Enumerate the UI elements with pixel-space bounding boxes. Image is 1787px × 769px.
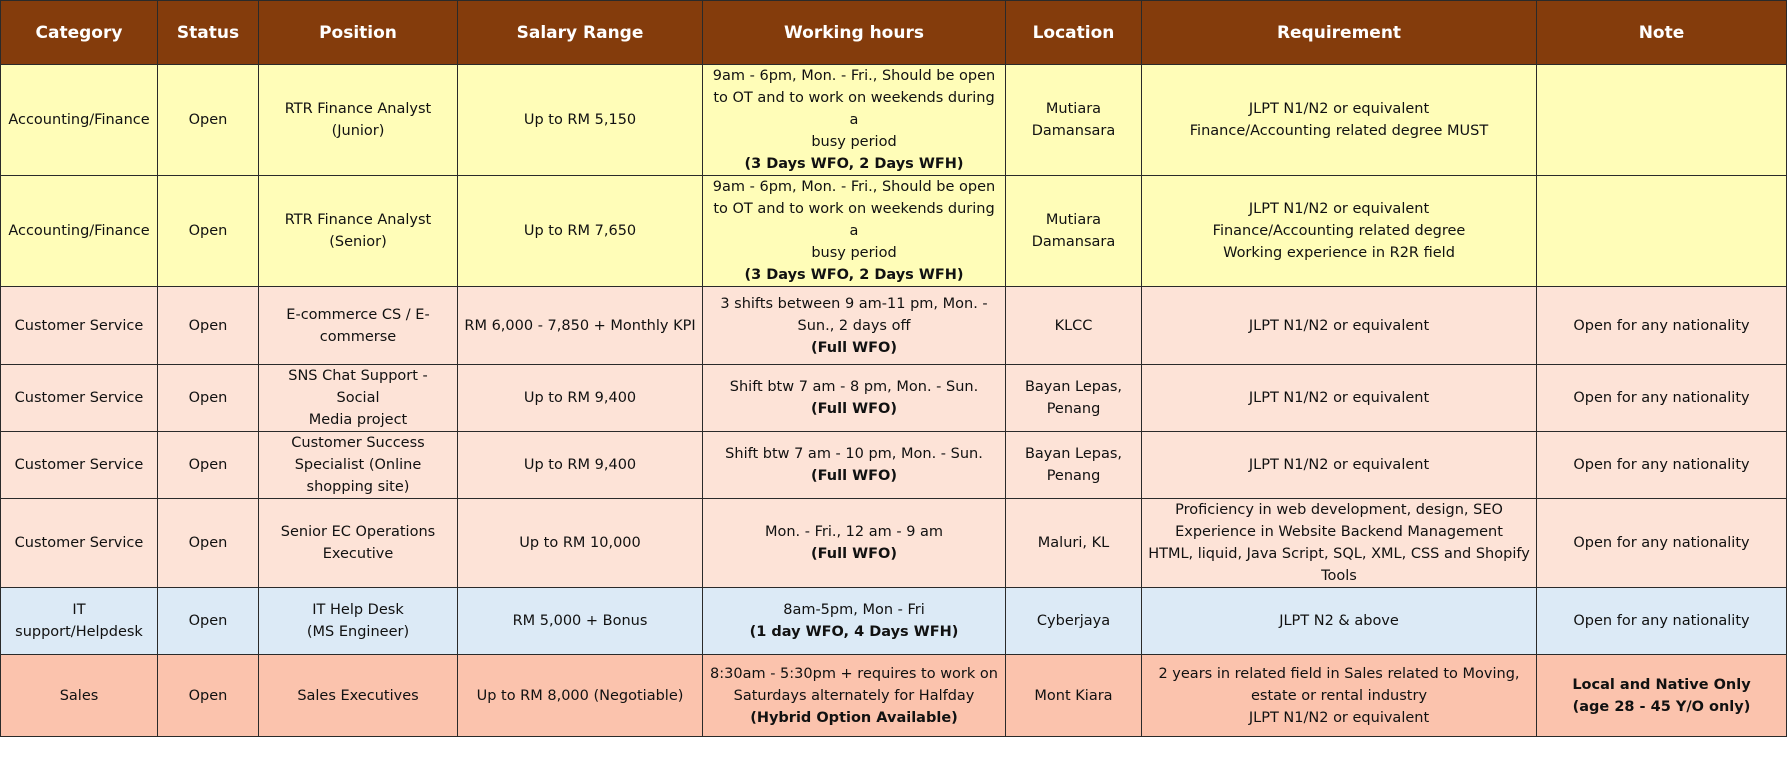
position-cell-line: Executive xyxy=(322,546,394,562)
location-cell-line: KLCC xyxy=(1054,317,1093,334)
table-row xyxy=(1,499,1787,588)
note-cell-line: Open for any nationality xyxy=(1573,457,1750,473)
working-hours-cell-work-mode: (3 Days WFO, 2 Days WFH) xyxy=(744,267,964,283)
note-cell xyxy=(1537,287,1787,365)
working-hours-cell-line: to OT and to work on weekends during a xyxy=(713,90,995,128)
requirement-cell-line: HTML, liquid, Java Script, SQL, XML, CSS and Shopify xyxy=(1148,546,1530,562)
working-hours-cell-line: 9am - 6pm, Mon. - Fri., Should be open xyxy=(712,68,996,84)
working-hours-cell-work-mode: (Full WFO) xyxy=(811,401,897,417)
requirement-cell-line: estate or rental industry xyxy=(1250,687,1428,704)
location-cell-line: Mont Kiara xyxy=(1034,687,1113,704)
location-cell xyxy=(1006,287,1142,365)
header-note: Note xyxy=(1537,1,1787,65)
table-body xyxy=(1,65,1787,737)
position-cell xyxy=(259,287,458,365)
requirement-cell-line: JLPT N1/N2 or equivalent xyxy=(1248,101,1430,117)
note-cell xyxy=(1537,499,1787,588)
category-cell: Accounting/Finance xyxy=(1,65,158,176)
requirement-cell xyxy=(1142,176,1537,287)
position-cell-line: IT Help Desk xyxy=(312,602,404,618)
position-cell xyxy=(259,588,458,655)
location-cell-line: Penang xyxy=(1046,468,1101,484)
table-row xyxy=(1,176,1787,287)
requirement-cell-line: Experience in Website Backend Management xyxy=(1175,524,1503,540)
requirement-cell-line: Proficiency in web development, design, SEO xyxy=(1175,502,1503,518)
working-hours-cell-work-mode: (Full WFO) xyxy=(811,546,897,562)
requirement-cell-line: JLPT N1/N2 or equivalent xyxy=(1248,201,1430,217)
working-hours-cell xyxy=(703,365,1006,432)
location-cell-line: Mutiara xyxy=(1045,212,1102,228)
requirement-cell-line: Finance/Accounting related degree MUST xyxy=(1189,123,1489,139)
salary-cell: Up to RM 5,150 xyxy=(458,65,703,176)
table-row xyxy=(1,432,1787,499)
position-cell-line: Media project xyxy=(308,412,408,428)
position-cell-line: Customer Success xyxy=(291,435,425,451)
working-hours-cell-line: 8:30am - 5:30pm + requires to work on xyxy=(710,665,998,682)
location-cell-line: Mutiara xyxy=(1045,101,1102,117)
position-cell-line: E-commerce CS / E- xyxy=(286,306,430,323)
position-cell xyxy=(259,176,458,287)
working-hours-cell xyxy=(703,655,1006,737)
note-cell-line: Local and Native Only xyxy=(1572,676,1751,693)
requirement-cell-line: JLPT N1/N2 or equivalent xyxy=(1248,709,1430,726)
location-cell-line: Cyberjaya xyxy=(1036,613,1111,629)
status-cell: Open xyxy=(158,176,259,287)
position-cell-line: (Senior) xyxy=(329,234,387,250)
requirement-cell-line: Finance/Accounting related degree xyxy=(1212,223,1466,239)
location-cell xyxy=(1006,176,1142,287)
salary-cell: RM 6,000 - 7,850 + Monthly KPI xyxy=(458,287,703,365)
working-hours-cell xyxy=(703,499,1006,588)
requirement-cell-line: JLPT N1/N2 or equivalent xyxy=(1248,317,1430,334)
note-cell xyxy=(1537,365,1787,432)
position-cell xyxy=(259,499,458,588)
header-requirement: Requirement xyxy=(1142,1,1537,65)
status-cell: Open xyxy=(158,287,259,365)
position-cell xyxy=(259,365,458,432)
working-hours-cell-line: Saturdays alternately for Halfday xyxy=(733,687,975,704)
working-hours-cell-line: 3 shifts between 9 am-11 pm, Mon. - xyxy=(720,295,988,312)
requirement-cell xyxy=(1142,65,1537,176)
note-cell-line: Open for any nationality xyxy=(1573,535,1750,551)
location-cell-line: Damansara xyxy=(1031,123,1116,139)
position-cell-line: Sales Executives xyxy=(297,687,419,704)
position-cell xyxy=(259,432,458,499)
location-cell xyxy=(1006,655,1142,737)
header-category: Category xyxy=(1,1,158,65)
salary-cell: Up to RM 9,400 xyxy=(458,365,703,432)
position-cell-line: Senior EC Operations xyxy=(280,524,436,540)
working-hours-cell-work-mode: (Hybrid Option Available) xyxy=(750,709,958,726)
requirement-cell xyxy=(1142,287,1537,365)
working-hours-cell-line: 8am-5pm, Mon - Fri xyxy=(783,602,925,618)
working-hours-cell-work-mode: (Full WFO) xyxy=(811,339,897,356)
location-cell xyxy=(1006,432,1142,499)
position-cell-line: RTR Finance Analyst xyxy=(284,212,432,228)
location-cell xyxy=(1006,588,1142,655)
requirement-cell-line: JLPT N2 & above xyxy=(1279,613,1399,629)
working-hours-cell-line: busy period xyxy=(811,134,897,150)
salary-cell: Up to RM 8,000 (Negotiable) xyxy=(458,655,703,737)
location-cell-line: Maluri, KL xyxy=(1037,535,1110,551)
category-cell: Customer Service xyxy=(1,365,158,432)
status-cell: Open xyxy=(158,65,259,176)
working-hours-cell xyxy=(703,588,1006,655)
note-cell-line: (age 28 - 45 Y/O only) xyxy=(1572,698,1751,715)
status-cell: Open xyxy=(158,655,259,737)
category-cell: Sales xyxy=(1,655,158,737)
working-hours-cell-line: busy period xyxy=(811,245,897,261)
header-location: Location xyxy=(1006,1,1142,65)
location-cell xyxy=(1006,65,1142,176)
header-working-hours: Working hours xyxy=(703,1,1006,65)
status-cell: Open xyxy=(158,365,259,432)
salary-cell: Up to RM 7,650 xyxy=(458,176,703,287)
working-hours-cell-line: Sun., 2 days off xyxy=(797,317,911,334)
position-cell xyxy=(259,655,458,737)
requirement-cell-line: Tools xyxy=(1321,568,1357,584)
category-cell: Customer Service xyxy=(1,287,158,365)
note-cell-line: Open for any nationality xyxy=(1573,390,1750,406)
working-hours-cell-work-mode: (3 Days WFO, 2 Days WFH) xyxy=(744,156,964,172)
location-cell-line: Penang xyxy=(1046,401,1101,417)
requirement-cell-line: 2 years in related field in Sales related to Moving, xyxy=(1158,665,1520,682)
salary-cell: Up to RM 10,000 xyxy=(458,499,703,588)
salary-cell: RM 5,000 + Bonus xyxy=(458,588,703,655)
working-hours-cell-line: Shift btw 7 am - 10 pm, Mon. - Sun. xyxy=(725,446,983,462)
requirement-cell xyxy=(1142,365,1537,432)
table-row xyxy=(1,365,1787,432)
location-cell-line: Bayan Lepas, xyxy=(1024,446,1123,462)
position-cell xyxy=(259,65,458,176)
location-cell xyxy=(1006,365,1142,432)
requirement-cell-line: JLPT N1/N2 or equivalent xyxy=(1248,390,1430,406)
position-cell-line: shopping site) xyxy=(306,479,410,495)
table-row xyxy=(1,655,1787,737)
note-cell-line: Open for any nationality xyxy=(1573,613,1750,629)
working-hours-cell-line: Shift btw 7 am - 8 pm, Mon. - Sun. xyxy=(729,379,979,395)
position-cell-line: RTR Finance Analyst xyxy=(284,101,432,117)
working-hours-cell-work-mode: (1 day WFO, 4 Days WFH) xyxy=(749,624,959,640)
working-hours-cell xyxy=(703,176,1006,287)
requirement-cell xyxy=(1142,432,1537,499)
header-position: Position xyxy=(259,1,458,65)
requirement-cell xyxy=(1142,655,1537,737)
working-hours-cell-line: 9am - 6pm, Mon. - Fri., Should be open xyxy=(712,179,996,195)
working-hours-cell xyxy=(703,287,1006,365)
status-cell: Open xyxy=(158,588,259,655)
position-cell-line: commerse xyxy=(319,328,397,345)
table-row xyxy=(1,65,1787,176)
note-cell xyxy=(1537,65,1787,176)
position-cell-line: SNS Chat Support - Social xyxy=(288,368,428,406)
table-row xyxy=(1,287,1787,365)
category-cell: Accounting/Finance xyxy=(1,176,158,287)
position-cell-line: (Junior) xyxy=(331,123,385,139)
working-hours-cell xyxy=(703,65,1006,176)
working-hours-cell-line: Mon. - Fri., 12 am - 9 am xyxy=(764,524,944,540)
requirement-cell xyxy=(1142,588,1537,655)
location-cell xyxy=(1006,499,1142,588)
header-status: Status xyxy=(158,1,259,65)
category-cell: IT support/Helpdesk xyxy=(1,588,158,655)
salary-cell: Up to RM 9,400 xyxy=(458,432,703,499)
header-salary-range: Salary Range xyxy=(458,1,703,65)
category-cell: Customer Service xyxy=(1,499,158,588)
position-cell-line: Specialist (Online xyxy=(294,457,422,473)
note-cell-line: Open for any nationality xyxy=(1573,317,1750,334)
working-hours-cell-work-mode: (Full WFO) xyxy=(811,468,897,484)
note-cell xyxy=(1537,432,1787,499)
status-cell: Open xyxy=(158,432,259,499)
requirement-cell-line: Working experience in R2R field xyxy=(1223,245,1455,261)
header-row xyxy=(1,1,1787,65)
location-cell-line: Damansara xyxy=(1031,234,1116,250)
location-cell-line: Bayan Lepas, xyxy=(1024,379,1123,395)
requirement-cell-line: JLPT N1/N2 or equivalent xyxy=(1248,457,1430,473)
note-cell xyxy=(1537,655,1787,737)
requirement-cell xyxy=(1142,499,1537,588)
status-cell: Open xyxy=(158,499,259,588)
note-cell xyxy=(1537,176,1787,287)
category-cell: Customer Service xyxy=(1,432,158,499)
working-hours-cell-line: to OT and to work on weekends during a xyxy=(713,201,995,239)
table-row xyxy=(1,588,1787,655)
position-cell-line: (MS Engineer) xyxy=(306,624,410,640)
note-cell xyxy=(1537,588,1787,655)
working-hours-cell xyxy=(703,432,1006,499)
